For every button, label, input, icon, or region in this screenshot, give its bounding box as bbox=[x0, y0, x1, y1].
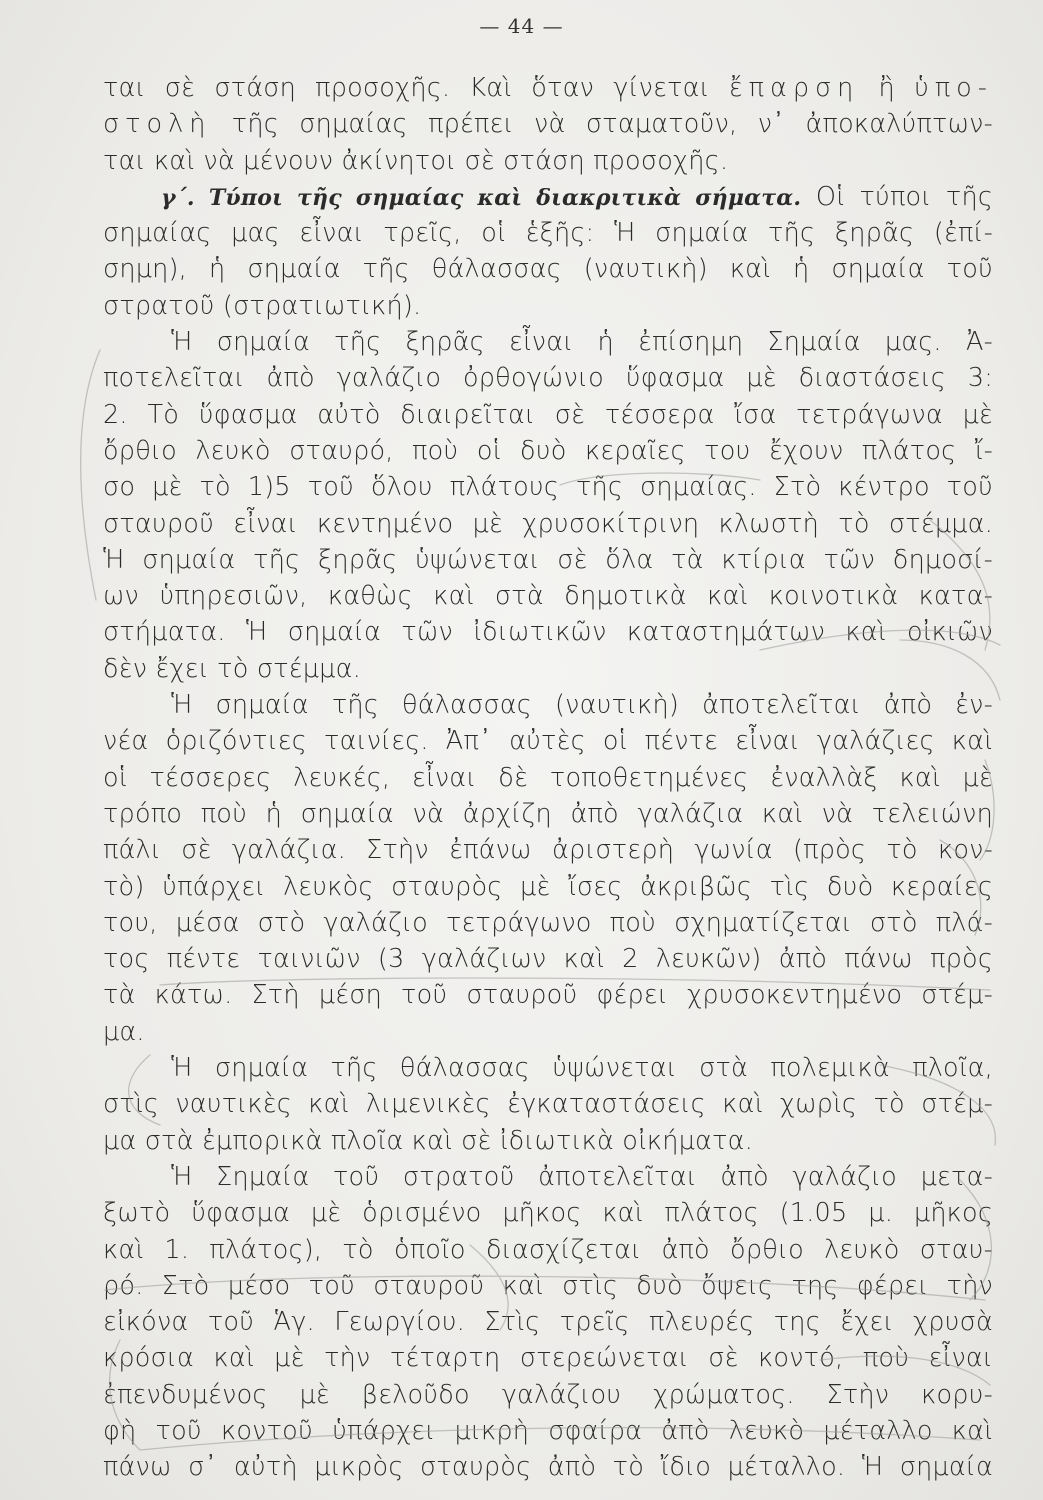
text-line: εἰκόνα τοῦ Ἁγ. Γεωργίου. Στὶς τρεῖς πλευρές της ἔχει χρυσὰ bbox=[103, 1307, 993, 1338]
text-span: τῆς σημαίας πρέπει νὰ σταματοῦν, ν᾽ ἀποκαλύπτων- bbox=[211, 109, 993, 140]
text-line: τος πέντε ταινιῶν (3 γαλάζιων καὶ 2 λευκῶν) ἀπὸ πάνω πρὸς bbox=[103, 944, 993, 975]
text-line: ποτελεῖται ἀπὸ γαλάζιο ὀρθογώνιο ὕφασμα μὲ διαστάσεις 3: bbox=[103, 363, 993, 394]
text-line: μα στὰ ἐμπορικὰ πλοῖα καὶ σὲ ἰδιωτικὰ οἰκήματα. bbox=[103, 1125, 753, 1156]
text-line: μα. bbox=[103, 1016, 145, 1047]
text-line: οἱ τέσσερες λευκές, εἶναι δὲ τοποθετημένες ἐναλλὰξ καὶ μὲ bbox=[103, 762, 993, 793]
text-line: νέα ὁριζόντιες ταινίες. Ἀπ᾽ αὐτὲς οἱ πέντε εἶναι γαλάζιες καὶ bbox=[103, 726, 993, 757]
spaced-term: στολὴ bbox=[103, 109, 212, 140]
text-line: 2. Τὸ ὕφασμα αὐτὸ διαιρεῖται σὲ τέσσερα ἴσα τετράγωνα μὲ bbox=[103, 399, 993, 430]
text-line: τρόπο ποὺ ἡ σημαία νὰ ἀρχίζη ἀπὸ γαλάζια καὶ νὰ τελειώνη bbox=[103, 798, 993, 829]
text-line: Ἡ σημαία τῆς θάλασσας ὑψώνεται στὰ πολεμικὰ πλοῖα, bbox=[171, 1053, 993, 1084]
text-line bbox=[103, 70, 993, 106]
text-line: του, μέσα στὸ γαλάζιο τετράγωνο ποὺ σχηματίζεται στὸ πλά- bbox=[103, 907, 993, 938]
text-line: ται καὶ νὰ μένουν ἀκίνητοι σὲ στάση προσοχῆς. bbox=[103, 145, 729, 176]
text-line: Ἡ σημαία τῆς ξηρᾶς ὑψώνεται σὲ ὅλα τὰ κτίρια τῶν δημοσί- bbox=[103, 544, 993, 575]
text-line: ἐπενδυμένος μὲ βελοῦδο γαλάζιου χρώματος. Στὴν κορυ- bbox=[103, 1379, 993, 1410]
text-span: ται σὲ στάση προσοχῆς. Καὶ ὅταν γίνεται bbox=[103, 73, 710, 103]
text-line: σημαίας μας εἶναι τρεῖς, οἱ ἑξῆς: Ἡ σημαία τῆς ξηρᾶς (ἐπί- bbox=[103, 218, 993, 249]
text-line: καὶ 1. πλάτος), τὸ ὁποῖο διασχίζεται ἀπὸ ὄρθιο λευκὸ σταυ- bbox=[103, 1234, 993, 1265]
text-line: φὴ τοῦ κοντοῦ ὑπάρχει μικρὴ σφαίρα ἀπὸ λευκὸ μέταλλο καὶ bbox=[103, 1415, 993, 1446]
text-line: Ἡ σημαία τῆς θάλασσας (ναυτικὴ) ἀποτελεῖται ἀπὸ ἐν- bbox=[171, 690, 993, 721]
text-line: Ἡ Σημαία τοῦ στρατοῦ ἀποτελεῖται ἀπὸ γαλάζιο μετα- bbox=[171, 1161, 993, 1192]
text-line: στήματα. Ἡ σημαία τῶν ἰδιωτικῶν καταστημάτων καὶ οἰκιῶν bbox=[103, 617, 993, 648]
text-line: στὶς ναυτικὲς καὶ λιμενικὲς ἐγκαταστάσεις καὶ χωρὶς τὸ στέμ- bbox=[103, 1089, 993, 1120]
page-number: — 44 — bbox=[479, 14, 564, 38]
text-line bbox=[103, 179, 993, 215]
text-line: πάνω σ᾽ αὐτὴ μικρὸς σταυρὸς ἀπὸ τὸ ἴδιο μέταλλο. Ἡ σημαία bbox=[103, 1452, 993, 1483]
text-line: ων ὑπηρεσιῶν, καθὼς καὶ στὰ δημοτικὰ καὶ κοινοτικὰ κατα- bbox=[103, 581, 993, 612]
text-line: σο μὲ τὸ 1)5 τοῦ ὅλου πλάτους τῆς σημαίας. Στὸ κέντρο τοῦ bbox=[103, 472, 993, 503]
text-line: πάλι σὲ γαλάζια. Στὴν ἐπάνω ἀριστερὴ γωνία (πρὸς τὸ κον- bbox=[103, 835, 993, 866]
text-line: ὄρθιο λευκὸ σταυρό, ποὺ οἱ δυὸ κεραῖες του ἔχουν πλάτος ἴ- bbox=[103, 435, 993, 466]
text-line: δὲν ἔχει τὸ στέμμα. bbox=[103, 653, 361, 684]
text-line bbox=[103, 106, 993, 142]
text-line: Ἡ σημαία τῆς ξηρᾶς εἶναι ἡ ἐπίσημη Σημαία μας. Ἀ- bbox=[171, 327, 993, 358]
pencil-stroke bbox=[81, 350, 100, 600]
text-line: ρό. Στὸ μέσο τοῦ σταυροῦ καὶ στὶς δυὸ ὄψεις της φέρει τὴν bbox=[103, 1270, 993, 1301]
text-span: ἢ bbox=[859, 73, 915, 103]
text-line: κρόσια καὶ μὲ τὴν τέταρτη στερεώνεται σὲ κοντό, ποὺ εἶναι bbox=[103, 1343, 993, 1374]
spaced-term: ὑπο- bbox=[914, 73, 993, 103]
text-line: τὰ κάτω. Στὴ μέση τοῦ σταυροῦ φέρει χρυσοκεντημένο στέμ- bbox=[103, 980, 993, 1011]
text-line: τὸ) ὑπάρχει λευκὸς σταυρὸς μὲ ἴσες ἀκριβῶς τὶς δυὸ κεραίες bbox=[103, 871, 993, 902]
text-line: ξωτὸ ὕφασμα μὲ ὁρισμένο μῆκος καὶ πλάτος (1.05 μ. μῆκος bbox=[103, 1198, 993, 1229]
section-heading: γ΄. Τύποι τῆς σημαίας καὶ διακριτικὰ σήματα. bbox=[161, 184, 802, 211]
text-line: στρατοῦ (στρατιωτική). bbox=[103, 290, 422, 321]
text-line: σημη), ἡ σημαία τῆς θάλασσας (ναυτικὴ) καὶ ἡ σημαία τοῦ bbox=[103, 254, 993, 285]
text-line: σταυροῦ εἶναι κεντημένο μὲ χρυσοκίτρινη κλωστὴ τὸ στέμμα. bbox=[103, 508, 993, 539]
text-span: Οἱ τύποι τῆς bbox=[801, 181, 993, 212]
spaced-term: ἔπαρση bbox=[728, 73, 860, 103]
body-text bbox=[103, 70, 993, 1486]
